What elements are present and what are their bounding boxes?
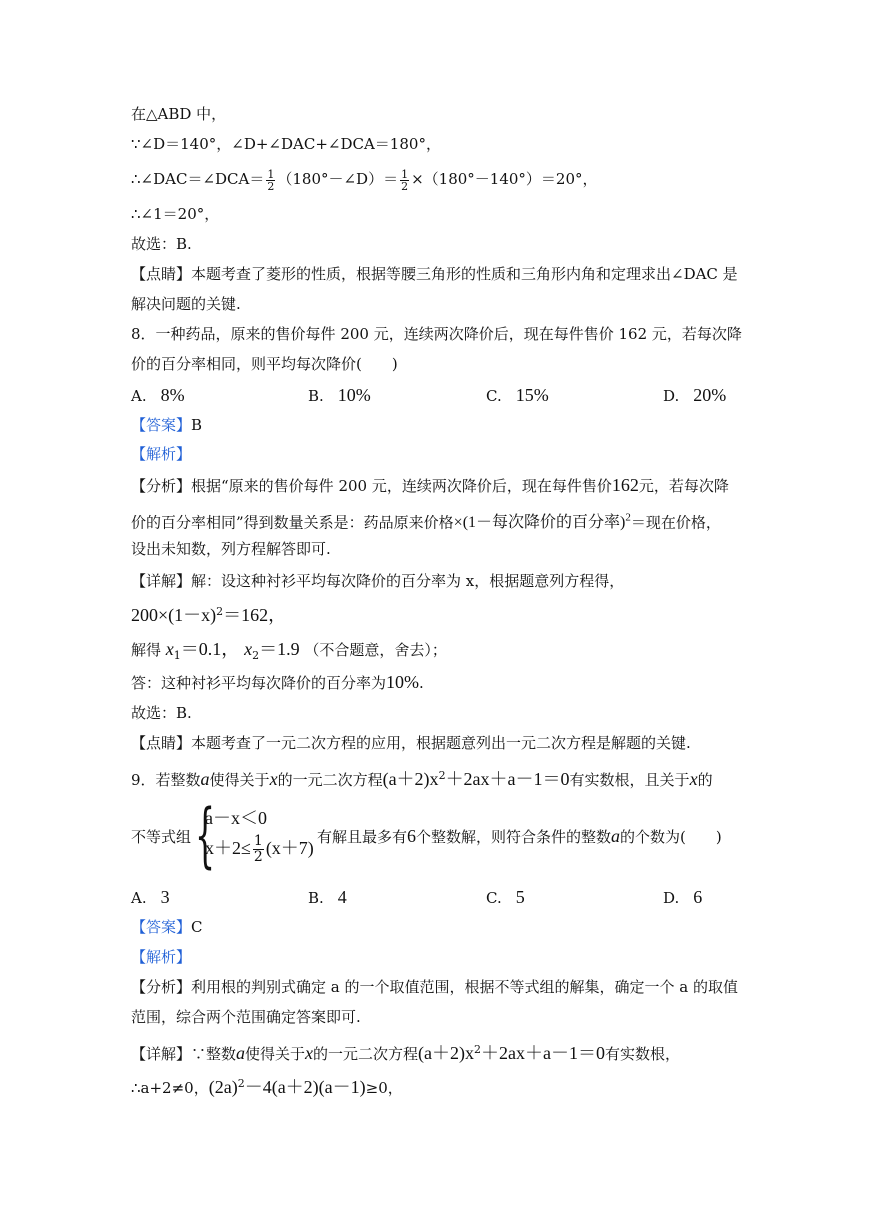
option-d: D. 6 <box>663 887 703 907</box>
inequality-2: x＋2≤ $\frac{1}{2}$ (x＋7) <box>205 833 314 865</box>
equation-line: $200\times(1-x)^2=162$， <box>131 605 287 625</box>
inequality-1: a－x＜0 <box>205 808 267 828</box>
text-line: 【点睛】本题考查了菱形的性质，根据等腰三角形的性质和三角形内角和定理求出∠DAC 是 <box>131 265 738 283</box>
option-b: B. 4 <box>308 887 347 907</box>
detail-line: 【详解】∵整数a使得关于x的一元二次方程$(a+2)x^2+2ax+a-1=0$有实数根， <box>131 1043 681 1063</box>
text-line: ∵∠D＝140°，∠D+∠DAC+∠DCA＝180°， <box>131 135 441 153</box>
analysis-line: 设出未知数，列方程解答即可. <box>131 540 331 558</box>
comment-line: 【点睛】本题考查了一元二次方程的应用，根据题意列出一元二次方程是解题的关键. <box>131 734 691 752</box>
analysis-tag: 【解析】 <box>131 948 192 966</box>
analysis-line: 范围，综合两个范围确定答案即可. <box>131 1008 361 1026</box>
detail-line: 【详解】解：设这种衬衫平均每次降价的百分率为 x，根据题意列方程得， <box>131 572 625 590</box>
option-d: D. 20% <box>663 385 727 405</box>
analysis-line: 【分析】根据“原来的售价每件 200 元，连续两次降价后，现在每件售价162元，若每次降 <box>131 475 729 495</box>
text-line: 在△ABD 中， <box>131 105 227 123</box>
system-label: 不等式组 <box>131 828 192 846</box>
brace-icon: { <box>195 794 216 876</box>
answer-statement: 答：这种衬衫平均每次降价的百分率为10%. <box>131 672 424 692</box>
text-line: 故选：B. <box>131 235 192 253</box>
text-line: 故选：B. <box>131 704 192 722</box>
question-8-stem: 8．一种药品，原来的售价每件 200 元，连续两次降价后，现在每件售价 162 元，若每次降 <box>131 325 742 343</box>
text-segment: （180°－∠D）＝ <box>277 170 399 188</box>
text-line: ∴∠1＝20°， <box>131 205 220 223</box>
detail-line: ∴a+2≠0，$(2a)^2-4(a+2)(a-1)\ge 0$， <box>131 1077 403 1097</box>
text-segment: ∴∠DAC＝∠DCA＝ <box>131 170 265 188</box>
option-b: B. 10% <box>308 385 371 405</box>
question-9-stem-cont: 有解且最多有6个整数解，则符合条件的整数a的个数为( ) <box>317 826 722 846</box>
fraction-half: $\frac{1}{2}$ <box>401 167 409 193</box>
option-a: A. 3 <box>131 887 170 907</box>
text-line <box>131 168 598 192</box>
analysis-line: 【分析】利用根的判别式确定 a 的一个取值范围，根据不等式组的解集，确定一个 a 的取值 <box>131 978 738 996</box>
option-a: A. 8% <box>131 385 185 405</box>
option-c: C. 15% <box>486 385 549 405</box>
text-segment: ×（180°－140°）＝20°， <box>411 170 598 188</box>
question-8-stem: 价的百分率相同，则平均每次降价( ) <box>131 355 398 373</box>
solution-line: 解得 $x_1=0.1$， $x_2=1.9$ （不合题意，舍去）； <box>131 639 447 662</box>
option-c: C. 5 <box>486 887 525 907</box>
analysis-tag: 【解析】 <box>131 445 192 463</box>
answer-line: 【答案】C <box>131 918 203 936</box>
answer-line: 【答案】B <box>131 416 203 434</box>
question-9-stem: 9．若整数a使得关于x的一元二次方程$(a+2)x^2+2ax+a-1=0$有实数根，且关于x的 <box>131 769 713 789</box>
analysis-line: 价的百分率相同”得到数量关系是：药品原来价格×(1－每次降价的百分率)$^2$＝现在价格， <box>131 512 721 532</box>
text-line: 解决问题的关键. <box>131 295 241 313</box>
fraction-half: $\frac{1}{2}$ <box>267 167 275 193</box>
